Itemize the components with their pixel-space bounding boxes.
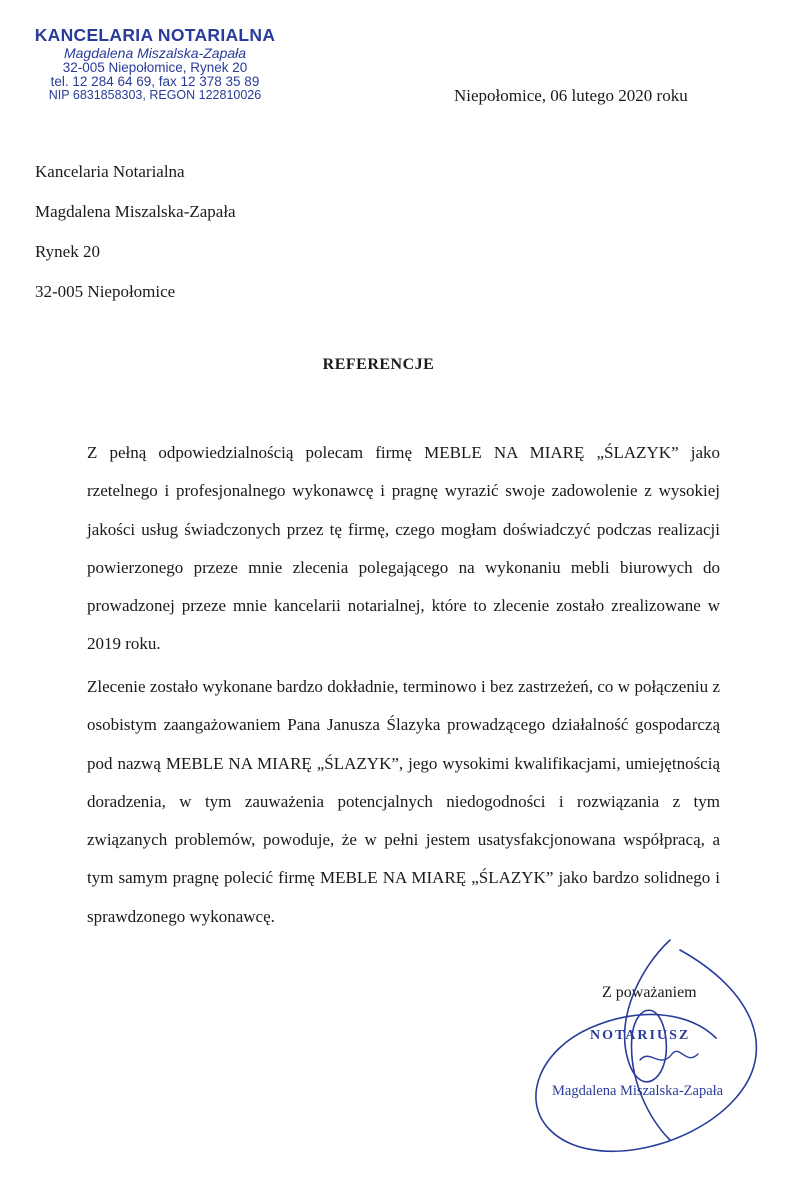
- letterhead-phone: tel. 12 284 64 69, fax 12 378 35 89: [50, 74, 260, 90]
- addressee-line: Rynek 20: [35, 242, 100, 261]
- addressee-line: Magdalena Miszalska-Zapała: [35, 202, 236, 221]
- document-title: REFERENCJE: [322, 356, 435, 373]
- paragraph-text: Zlecenie zostało wykonane bardzo dokładnie, terminowo i bez zastrzeżeń, co w połączeniu z osobistym zaangażowaniem Pana Janusza Ślazyka prowadzącego działalność gospodarczą pod nazwą MEBLE NA MIARĘ „ŚLAZYK”, jego wysokimi kwalifikacjami, umiejętnością doradzenia, w tym zauważenia potencjalnych niedogodności i rozwiązania z tym związanych problemów, powoduje, że w pełni jestem usatysfakcjonowana współpracą, a tym samym pragnę polecić firmę MEBLE NA MIARĘ „ŚLAZYK” jako bardzo solidnego i sprawdzonego wykonawcę.: [87, 677, 720, 926]
- letterhead-name: KANCELARIA NOTARIALNA: [34, 25, 276, 45]
- body-paragraph-2: [87, 668, 720, 936]
- letterhead-address: 32-005 Niepołomice, Rynek 20: [62, 60, 248, 76]
- addressee-line: Kancelaria Notarialna: [35, 162, 185, 181]
- closing-salutation: Z poważaniem: [602, 984, 697, 1001]
- body-paragraph-1: [87, 434, 720, 664]
- handwritten-signature-icon: [520, 930, 780, 1190]
- letter-date: Niepołomice, 06 lutego 2020 roku: [454, 86, 688, 105]
- letterhead-stamp: [20, 26, 290, 103]
- signature-stamp-title: NOTARIUSZ: [590, 1028, 691, 1043]
- letterhead-person: Magdalena Miszalska-Zapała: [63, 45, 247, 62]
- signature-stamp-name: Magdalena Miszalska-Zapała: [552, 1083, 724, 1099]
- letterhead-ids: NIP 6831858303, REGON 122810026: [48, 88, 262, 103]
- paragraph-text: Z pełną odpowiedzialnością polecam firmę MEBLE NA MIARĘ „ŚLAZYK” jako rzetelnego i profesjonalnego wykonawcę i pragnę wyrazić swoje zadowolenie z wysokiej jakości usług świadczonych przez tę firmę, czego mogłam doświadczyć podczas realizacji powierzonego przeze mnie zlecenia polegającego na wykonaniu mebli biurowych do prowadzonej przeze mnie kancelarii notarialnej, które to zlecenie zostało zrealizowane w 2019 roku.: [87, 443, 720, 654]
- addressee-block: [35, 160, 236, 320]
- addressee-line: 32-005 Niepołomice: [35, 282, 176, 301]
